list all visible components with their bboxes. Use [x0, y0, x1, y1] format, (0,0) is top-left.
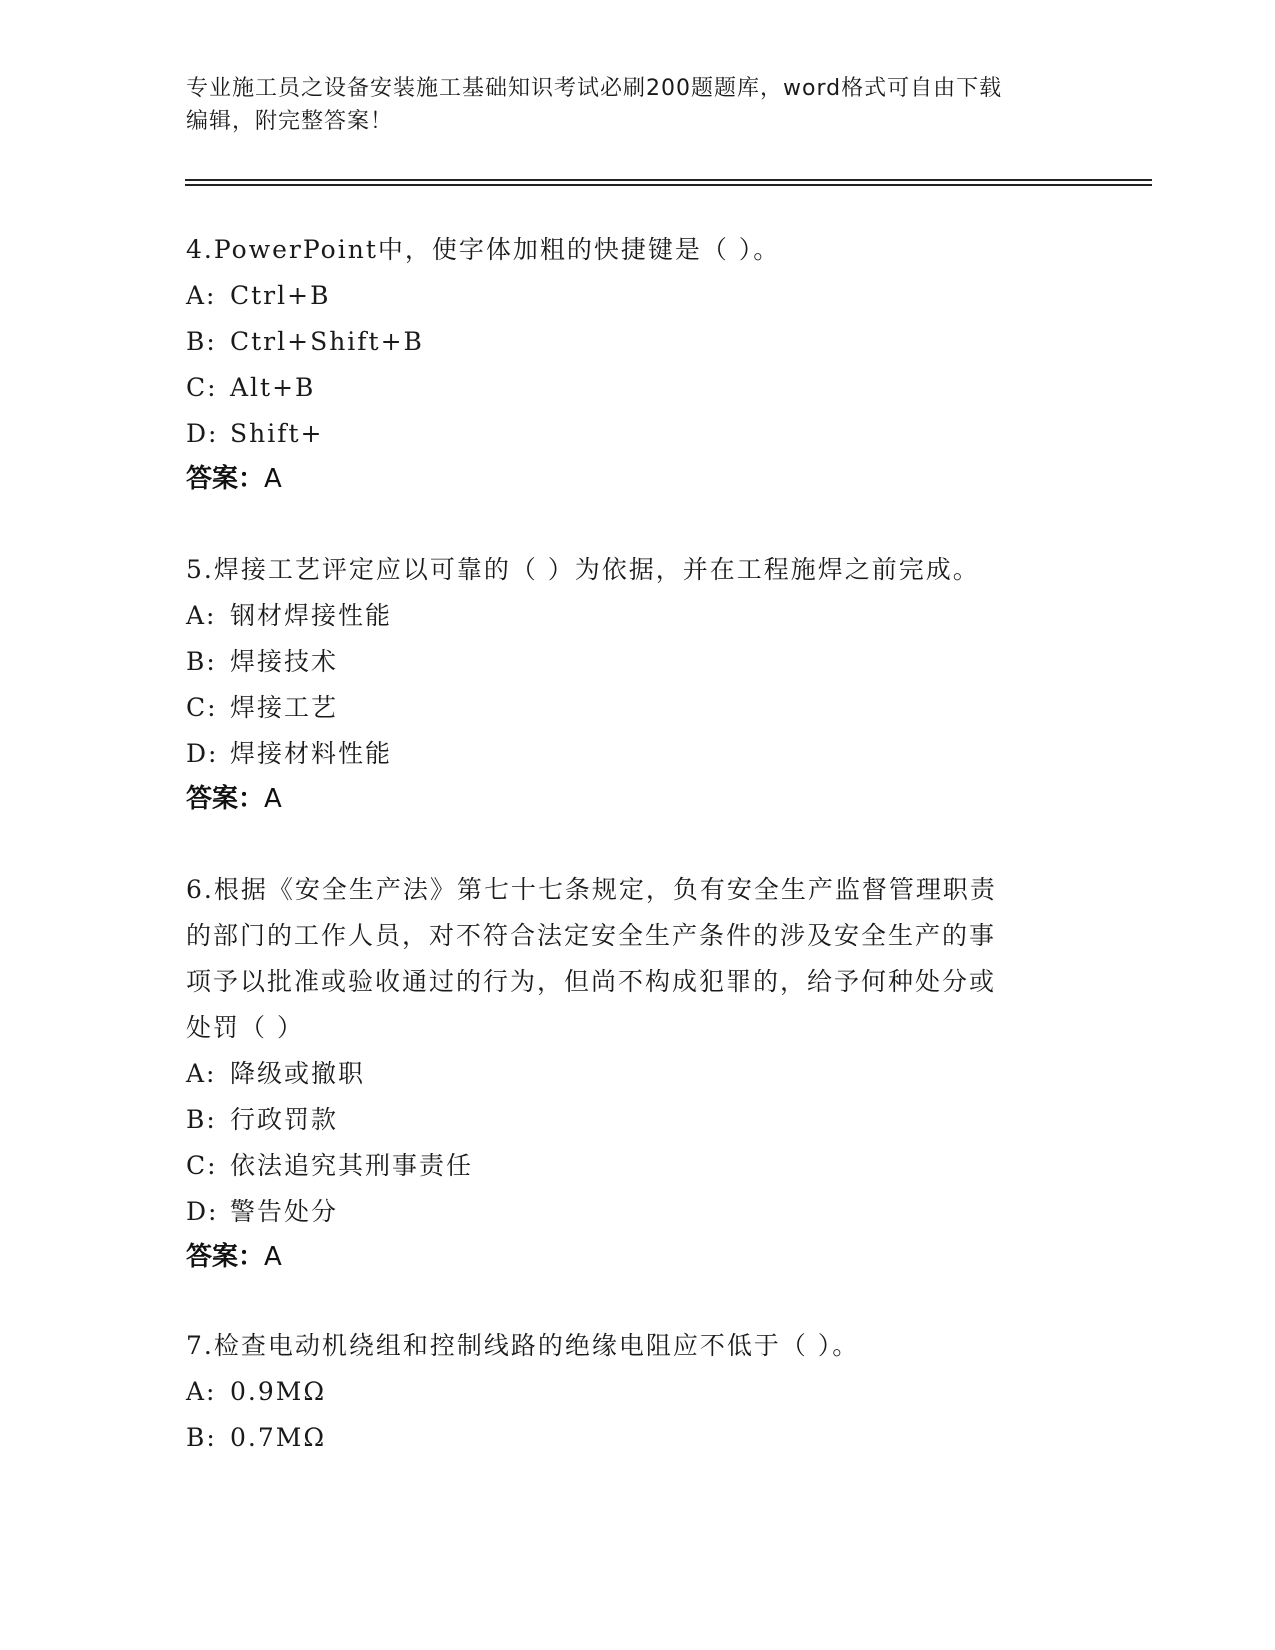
question-7: [186, 1323, 1086, 1461]
option-text: Shift+: [230, 419, 324, 448]
option-a: [186, 1369, 1086, 1415]
option-letter: B:: [186, 647, 217, 676]
option-text: 依法追究其刑事责任: [230, 1151, 474, 1180]
option-letter: C:: [186, 1151, 218, 1180]
question-stem-line: 的部门的工作人员，对不符合法定安全生产条件的涉及安全生产的事: [186, 921, 997, 950]
option-letter: A:: [186, 1059, 217, 1088]
option-b: [186, 1415, 1086, 1461]
option-a: [186, 593, 1086, 639]
question-stem: 5.焊接工艺评定应以可靠的（ ）为依据，并在工程施焊之前完成。: [186, 555, 980, 584]
option-letter: B:: [186, 1105, 217, 1134]
option-text: 0.7MΩ: [230, 1423, 327, 1452]
header-divider-bottom: [185, 184, 1152, 186]
option-letter: D:: [186, 1197, 219, 1226]
option-text: 行政罚款: [230, 1105, 339, 1134]
header-line-2: 编辑，附完整答案！: [186, 109, 394, 134]
document-header: [186, 72, 1066, 138]
option-letter: B:: [186, 1423, 217, 1452]
option-b: [186, 1097, 1086, 1143]
question-stem: 4.PowerPoint中，使字体加粗的快捷键是（ ）。: [186, 235, 781, 264]
option-letter: A:: [186, 1377, 217, 1406]
option-d: [186, 411, 1086, 457]
option-a: [186, 273, 1086, 319]
option-c: [186, 365, 1086, 411]
option-d: [186, 731, 1086, 777]
option-c: [186, 685, 1086, 731]
option-b: [186, 319, 1086, 365]
answer-value: A: [264, 464, 282, 494]
option-letter: C:: [186, 373, 218, 402]
question-stem: 7.检查电动机绕组和控制线路的绝缘电阻应不低于（ ）。: [186, 1331, 860, 1360]
option-letter: B:: [186, 327, 217, 356]
option-text: 0.9MΩ: [230, 1377, 327, 1406]
option-letter: D:: [186, 739, 219, 768]
option-a: [186, 1051, 1086, 1097]
option-letter: D:: [186, 419, 219, 448]
option-text: 钢材焊接性能: [230, 601, 393, 630]
answer-label: 答案：: [186, 1242, 265, 1272]
answer-label: 答案：: [186, 784, 265, 814]
answer: [186, 1235, 1086, 1279]
answer-value: A: [264, 784, 282, 814]
option-text: 警告处分: [230, 1197, 339, 1226]
answer-label: 答案：: [186, 464, 265, 494]
option-text: Ctrl+B: [230, 281, 331, 310]
option-letter: A:: [186, 601, 217, 630]
answer: [186, 457, 1086, 501]
option-text: 焊接技术: [230, 647, 339, 676]
question-6: [186, 867, 1086, 1279]
answer: [186, 777, 1086, 821]
option-c: [186, 1143, 1086, 1189]
option-b: [186, 639, 1086, 685]
question-4: [186, 227, 1086, 501]
option-text: Ctrl+Shift+B: [230, 327, 424, 356]
option-text: Alt+B: [230, 373, 316, 402]
header-line-1: 专业施工员之设备安装施工基础知识考试必刷200题题库，word格式可自由下载: [186, 76, 1003, 101]
header-divider-top: [185, 179, 1152, 181]
question-5: [186, 547, 1086, 821]
option-d: [186, 1189, 1086, 1235]
option-letter: C:: [186, 693, 218, 722]
question-stem-line: 6.根据《安全生产法》第七十七条规定，负有安全生产监督管理职责: [186, 875, 997, 904]
option-text: 焊接工艺: [230, 693, 339, 722]
question-stem-line: 处罚（ ）: [186, 1013, 304, 1042]
question-stem-line: 项予以批准或验收通过的行为，但尚不构成犯罪的，给予何种处分或: [186, 967, 997, 996]
answer-value: A: [264, 1242, 282, 1272]
option-text: 焊接材料性能: [230, 739, 393, 768]
option-text: 降级或撤职: [230, 1059, 366, 1088]
option-letter: A:: [186, 281, 217, 310]
